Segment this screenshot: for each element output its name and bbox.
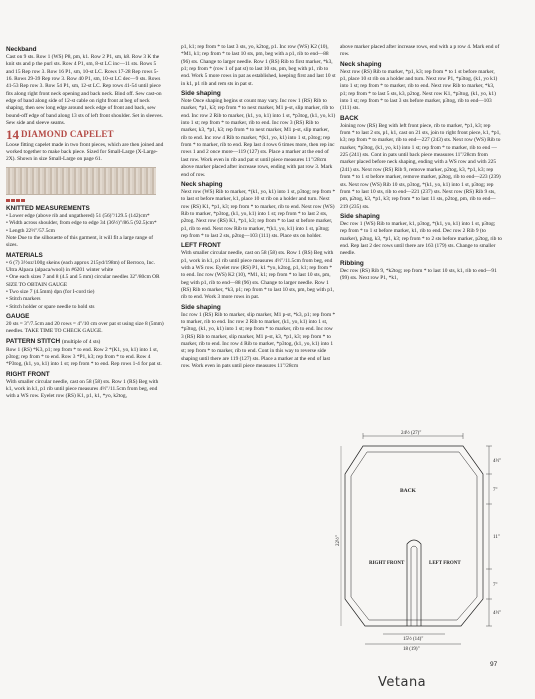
gauge-heading: GAUGE	[6, 312, 30, 320]
pattern-intro: Loose fitting capelet made in two front pieces, which are then joined and worked together to make back piece. Sized for Small-Large (X-Large-2X). Shown in size Small-Large on page 61.	[6, 141, 164, 163]
left-front-continued: above marker placed after increase rows, end with a p row 4. Mark end of row.	[340, 44, 500, 58]
side-shaping-text-2: Inc row 1 (RS) Rib to marker, slip marker, M1 p-st, *k3, p1; rep from * to marker, rib to end. Inc row 2 Rib to marker, (k1, yo, k1) into 1 st, *p3tog, (k1, yo, k1) into 1 st; rep from * to marker, rib to end. Inc row 3 (RS) Rib to marker, slip marker, M1 p-st, k3, *p1, k3; rep from * to marker, rib to end. Inc row 4 Rib to marker, *p3tog, (k1, yo, k1) into 1 st; rep from * to marker, rib to end. Cont in this way to reverse side shaping until there are 119 (127) sts. Place a marker at the end of last row. Work even in pats until piece measures 11"/28cm	[181, 311, 336, 370]
schematic-inner-line	[351, 452, 477, 620]
signature-watermark: Vetana	[378, 675, 427, 690]
material-item: • 6 (7) 3½oz/100g skeins (each approx 215yd/198m) of Berroco, Inc. Ultra Alpaca (alpaca/wool) in #6201 winter white	[6, 259, 156, 273]
page-number: 97	[490, 661, 498, 668]
pattern-stitch-heading	[6, 337, 164, 347]
right-front-label: RIGHT FRONT	[369, 561, 405, 566]
column-3	[340, 44, 502, 282]
right-dim-label-2: 7"	[493, 488, 498, 493]
schematic-outline	[345, 446, 483, 626]
right-dim-label-4: 7"	[493, 583, 498, 588]
material-item: • Two size 7 (4.5mm) dpn (for I-cord tie)	[6, 288, 95, 295]
neck-shaping-text: Next row (WS) Rib to marker, *(k1, yo, k1) into 1 st, p3tog; rep from * to last st before marker, k1, place 10 st rib on a holder and turn. Next row (RS) K1, *p1, k3; rep from * to marker, rib to end. Next row (WS) Rib to marker, *p3tog, (k1, yo, k1) into 1 st; rep from * to last 2 sts, p2tog. Next row (RS) K1, *p1, k3; rep from * to last st before marker, p1, rib to end. Next row Rib to marker, *(k1, yo, k1) into 1 st, p3tog; rep from * to last 2 sts, p2tog—103 (111) sts. Place sts on holder.	[181, 188, 336, 239]
pattern-stitch-title: PATTERN STITCH	[6, 337, 61, 345]
side-shaping-text: Note Once shaping begins st count may vary. Inc row 1 (RS) Rib to marker, *p1, k3; rep from * to next marker, M1 p-st, slip marker, rib to end. Inc row 2 Rib to marker, (k1, yo, k1) into 1 st, *p3tog, (k1, yo, k1) into 1 st; rep from * to marker, rib to end. Inc row 3 (RS) Rib to marker, k3, *p1, k3; rep from * to next marker, M1 p-st, slip marker, rib to end. Inc row 4 Rib to marker, *(k1, yo, k1) into 1 st, p3tog; rep from * to marker, rib to end. Rep last 4 rows 6 times more, then rep inc rows 1 and 2 once more—119 (127) sts. Place a marker at the end of last row. Work even in rib and pat st until piece measures 11"/28cm above marker placed after increase rows, ending with pat row 3. Mark end of row.	[181, 98, 336, 178]
pattern-stitch-sub: (multiple of 4 sts)	[61, 338, 101, 345]
right-front-text: With smaller circular needle, cast on 58 (58) sts. Row 1 (RS) Beg with k1, work in k1, p1 rib until piece measures 4½"/11.5cm from beg, end with a WS row. Eyelet row (RS) K1, p1, k1, *yo, k2tog,	[6, 378, 159, 400]
left-front-heading: LEFT FRONT	[181, 242, 221, 250]
pattern-name: DIAMOND CAPELET	[21, 129, 114, 140]
back-heading: BACK	[340, 114, 359, 122]
gauge-text: 20 sts = 3"/7.5cm and 20 rows = 4"/10 cm over pat st using size 8 (5mm) needles. TAKE TIME TO CHECK GAUGE.	[6, 320, 164, 335]
column-2	[181, 44, 336, 370]
side-length-label: 22½"	[336, 535, 341, 546]
measurement-item: • Length 22½"/57.5cm	[6, 227, 56, 234]
measurements-heading: KNITTED MEASUREMENTS	[6, 204, 90, 212]
neck-shaping-text-2: Next row (RS) Rib to marker, *p1, k3; rep from * to 1 st before marker, p1, place 10 st rib on a holder and turn. Next row P1, *p3tog, (k1, yo k1) into 1 st; rep from * to marker, rib to end. Next row Rib to marker, *k3, p1; rep from * to last 5 sts, k3, p2tog. Next row K1, *p3tog, (k1, yo, k1) into 1 st; rep from * to last 3 sts before marker, p3tog, rib to end—103 (111) sts.	[340, 68, 498, 112]
ribbing-heading: Ribbing	[340, 259, 364, 267]
ribbing-text: Dec row (RS) Rib 9, *k2tog; rep from * to last 10 sts, k1, rib to end—91 (99) sts. Next row P1, *k1,	[340, 267, 497, 281]
back-text: Joining row (RS) Beg with left front piece, rib to marker, *p1, k3; rep from * to last 2 sts, p1, k1, cast on 21 sts, join to right front piece, k1, *p1, k3; rep from * to marker, rib to end—227 (243) sts. Next row (WS) Rib to marker, *p3tog, (k1, yo, k1) into 1 st; rep from * to marker, rib to end —225 (241) sts. Cont in pats until back piece measures 11"/28cm from marker placed before neck shaping, ending with a WS row and with 225 (241) sts. Next row (RS) Rib 9, remove marker, p2tog, k3, *p1, k3; rep from * to 1 st before marker, remove marker, p2tog, rib to end—223 (239) sts. Next row (WS) Rib 10 sts, p3tog, *(k1, yo, k1) into 1 st, p3tog; rep from * to last 10 sts, rib to end—221 (237) sts. Next row (RS) Rib 9 sts, pm, p2tog, k3, *p1, k3; rep from * to last 11 sts, p2tog, pm, rib to end—219 (235) sts.	[340, 122, 501, 210]
neck-shaping-heading-2: Neck shaping	[340, 60, 382, 68]
pattern-title	[6, 127, 164, 143]
neckband-text: Cast on 9 sts. Row 1 (WS) P8, pm, k1. Row 2 P1, sm, k8. Row 3 K the knit sts and p the purl sts. Row 4 P1, sm, 8-st LC inc—11 sts. Rows 5 and 15 Rep row 3. Row 16 P1, sm, 10-st LC. Rows 17-28 Rep rows 5-16. Rows 29-39 Rep row 3. Row 40 P1, sm, 10-st LC dec—9 sts. Rows 41-53 Rep row 3. Row 54 P1, sm, 12-st LC. Rep rows 41-54 until piece fits along right front neck opening and back neck. Bind off. Sew cast-on edge of band along side of 12-st cable on right front at beg of neck shaping, then sew long edge around neck edge of front and back, sew bound-off edge of band along 13 sts of left front shoulder. Set in sleeves. Sew side and sleeve seams.	[6, 54, 163, 127]
measurement-note: Note Due to the silhouette of this garment, it will fit a large range of sizes.	[6, 234, 154, 249]
side-shaping-heading-3: Side shaping	[340, 212, 380, 220]
pattern-number: 14	[6, 127, 19, 143]
measurement-item: • Lower edge (above rib and ungathered) 51 (56)"/129.5 (142)cm*	[6, 212, 150, 219]
material-item: • Stitch holder or spare needle to hold sts	[6, 303, 95, 310]
decorative-squares	[6, 199, 164, 202]
side-shaping-heading-2: Side shaping	[181, 303, 221, 311]
column-1	[6, 44, 164, 401]
neckband-heading: Neckband	[6, 46, 37, 53]
side-shaping-text-3: Dec row 1 (WS) Rib to marker, k1, p3tog, *(k1, yo, k1) into 1 st, p3tog; rep from * to 1 st before marker, k1, rib to end. Dec row 2 Rib 9 (to marker), p2tog, k3, *p1, k3; rep from * to 2 sts before marker, p2tog, rib to end. Rep last 2 dec rows until there are 163 (179) sts. Change to smaller needle.	[340, 220, 502, 257]
right-front-heading: RIGHT FRONT	[6, 370, 50, 378]
materials-heading: MATERIALS	[6, 251, 43, 259]
material-item: • One each sizes 7 and 8 (4.5 and 5 mm) circular needles 32"/80cm OR SIZE TO OBTAIN GAUGE	[6, 274, 160, 288]
bottom-outer-label: 18 (19)"	[403, 647, 420, 652]
side-shaping-heading: Side shaping	[181, 90, 221, 98]
garment-schematic	[336, 424, 503, 660]
top-width-label: 24½ (27)"	[401, 431, 422, 436]
material-item: • Stitch markers	[6, 296, 41, 303]
neck-shaping-heading: Neck shaping	[181, 180, 223, 188]
right-dim-label-3: 11"	[493, 535, 500, 540]
front-opening-band	[411, 546, 417, 626]
right-front-continued: p1, k1; rep from * to last 3 sts, yo, k2tog, p1. Inc row (WS) K2 (10), *M1, k1; rep from * to last 10 sts, pm, beg with a p1, rib to end—88 (96) sts. Change to larger needle. Row 1 (RS) Rib to first marker, *k3, p1; rep from * (row 1 of pat st) to last 10 sts, pm, beg with p1, rib to end. Work 5 more rows in pat as established, keeping first and last 10 st in k1, p1 rib and rem sts in pat st.	[181, 44, 336, 87]
measurement-item: • Width across shoulder, from edge to edge 34 (36½)"/86.5 (92.5)cm*	[6, 220, 157, 227]
pattern-stitch-text: Row 1 (RS) *K3, p1; rep from * to end. Row 2 *(K1, yo, k1) into 1 st, p3tog; rep from * to end. Row 3 *P1, k3; rep from * to end. Row 4 *P3tog, (k1, yo, k1) into 1 st; rep from * to end. Rep rows 1-4 for pat st.	[6, 346, 162, 368]
bottom-inner-label: 15½ (14)"	[403, 637, 424, 642]
back-label: BACK	[400, 488, 416, 494]
stitch-swatch-image	[6, 167, 156, 195]
front-opening	[407, 540, 421, 626]
left-front-text: With smaller circular needle, cast on 58 (58) sts. Row 1 (RS) Beg with p1, work in k1, p1 rib until piece measures 4½"/11.5cm from beg, end with a WS row. Eyelet row (RS) P1, k1 *yo, k2tog, p1, k1; rep from * to end. Inc row (WS) K2 (10), *M1, k1; rep from * to last 10 sts, pm, beg with p1, rib to end—88 (96) sts. Change to larger needle. Row 1 (RS) Rib to marker, *k3, p1; rep from * to last 10 sts, pm, beg with p1, rib to end. Work 3 more rows in pat.	[181, 250, 334, 301]
left-front-label: LEFT FRONT	[429, 561, 461, 566]
right-dim-label-1: 4½"	[493, 459, 502, 464]
right-dim-label-5: 4½"	[493, 611, 502, 616]
